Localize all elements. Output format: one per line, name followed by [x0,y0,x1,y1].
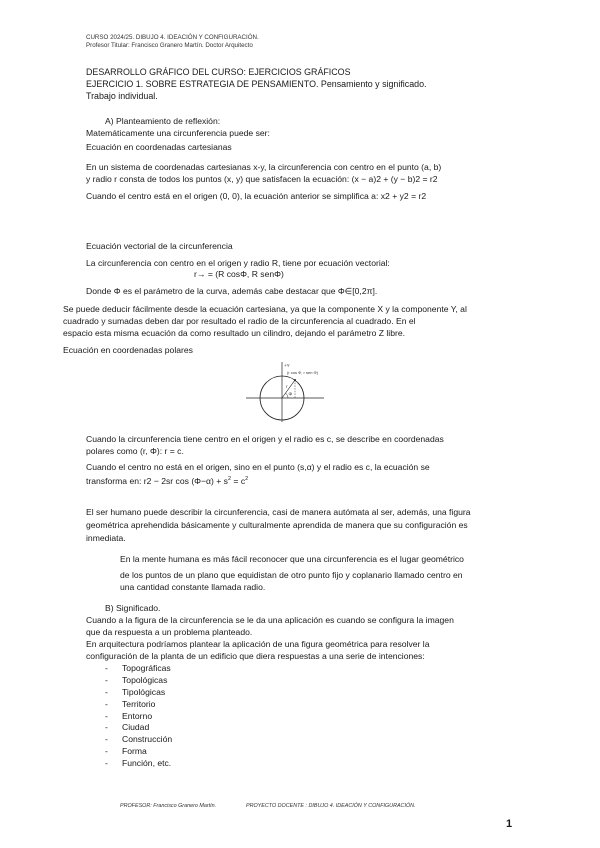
quote-line-2: de los puntos de un plano que equidistan de otro punto fijo y coplanario llamado centro en [120,570,463,580]
polar-equation-exponent-1: 2 [227,476,232,482]
title-line-2: EJERCICIO 1. SOBRE ESTRATEGIA DE PENSAMIENTO. Pensamiento y significado. [86,79,427,89]
circle-point [294,379,296,381]
vector-paragraph: La circunferencia con centro en el origen y radio R, tiene por ecuación vectorial: [86,258,390,268]
list-item: - Tipológicas [105,687,166,697]
polar-equation-end: = c [231,475,246,486]
polar-heading: Ecuación en coordenadas polares [63,345,193,355]
polar-paragraph-2-line-2 [86,474,248,487]
list-item: - Topológicas [105,675,168,685]
header-professor-line: Profesor Titular: Francisco Granero Martín. Doctor Arquitecto [86,42,253,49]
quote-line-1: En la mente humana es más fácil reconocer que una circunferencia es el lugar geométrico [120,554,464,564]
page-number: 1 [506,818,513,830]
list-item: - Territorio [105,699,156,709]
cartesian-paragraph-line-2: y radio r consta de todos los puntos (x, y) que satisfacen la ecuación: (x − a)2 + (y − b)2 = r2 [86,174,438,184]
cartesian-paragraph-line-1: En un sistema de coordenadas cartesianas x-y, la circunferencia con centro en el punto (a, b) [86,162,442,172]
deduce-line-2: cuadrado y sumadas deben dar por resultado el radio de la circunferencia al cuadrado. En el [63,316,416,326]
vector-heading: Ecuación vectorial de la circunferencia [86,241,233,251]
section-b-p2-line-2: configuración de la planta de un edificio que diera respuestas a una serie de intenciones: [86,651,425,661]
cartesian-origin-paragraph: Cuando el centro está en el origen (0, 0), la ecuación anterior se simplifica a: x2 + y2 = r2 [86,191,427,201]
radius-label: r [286,384,288,389]
footer-project: PROYECTO DOCENTE : DIBUJO 4. IDEACIÓN Y CONFIGURACIÓN. [246,803,416,809]
header-course-line: CURSO 2024/25. DIBUJO 4. IDEACIÓN Y CONFIGURACIÓN. [86,34,259,41]
point-label: (r cos Φ, r sen Φ) [287,370,319,375]
section-a-intro: Matemáticamente una circunferencia puede ser: [86,128,270,138]
list-item: - Entorno [105,711,153,721]
polar-circle-figure [240,358,330,423]
list-item: - Función, etc. [105,758,172,768]
section-a-heading: A) Planteamiento de reflexión: [105,116,221,126]
section-b-p1-line-1: Cuando a la figura de la circunferencia se le da una aplicación es cuando se configura la imagen [86,615,454,625]
quote-line-3: una cantidad constante llamada radio. [120,582,266,592]
polar-paragraph-1-line-2: polares como (r, Φ): r = c. [86,446,184,456]
vector-equation: r→ = (R cosΦ, R senΦ) [194,269,284,279]
footer-professor: PROFESOR: Francisco Granero Martín. [120,803,217,809]
polar-equation-start: transforma en: r2 − 2sr cos (Φ−α) + s [86,475,228,486]
section-b-p1-line-2: que da respuesta a un problema planteado. [86,627,253,637]
human-line-1: El ser humano puede describir la circunferencia, casi de manera autómata al ser, además, una figura [86,507,471,517]
title-line-1: DESARROLLO GRÁFICO DEL CURSO: EJERCICIOS GRÁFICOS [86,67,351,77]
deduce-line-3: espacio esta misma ecuación da como resultado un cilindro, dejando el parámetro Z libre. [63,328,406,338]
human-line-2: geométrica aprehendida básicamente y culturalmente aprendida de manera que su configuración es [86,520,468,530]
section-b-heading: B) Significado. [105,603,161,613]
angle-label: Φ [288,391,293,397]
list-item: - Forma [105,746,147,756]
polar-equation-exponent-2: 2 [245,476,249,482]
list-item: - Ciudad [105,722,150,732]
y-axis-label: +Y [284,363,290,368]
polar-paragraph-1-line-1: Cuando la circunferencia tiene centro en el origen y el radio es c, se describe en coordenadas [86,434,444,444]
human-line-3: inmediata. [86,533,126,543]
list-item: - Construcción [105,734,173,744]
cartesian-heading: Ecuación en coordenadas cartesianas [86,142,232,152]
title-line-3: Trabajo individual. [86,91,158,101]
deduce-line-1: Se puede deducir fácilmente desde la ecuación cartesiana, ya que la componente X y la componente Y, al [63,304,467,314]
list-item: - Topográficas [105,663,171,673]
polar-paragraph-2-line-1: Cuando el centro no está en el origen, sino en el punto (s,α) y el radio es c, la ecuación se [86,462,430,472]
vector-parameter-paragraph: Donde Φ es el parámetro de la curva, además cabe destacar que Φ∈[0,2π]. [86,286,378,296]
section-b-p2-line-1: En arquitectura podríamos plantear la aplicación de una figura geométrica para resolver la [86,639,430,649]
